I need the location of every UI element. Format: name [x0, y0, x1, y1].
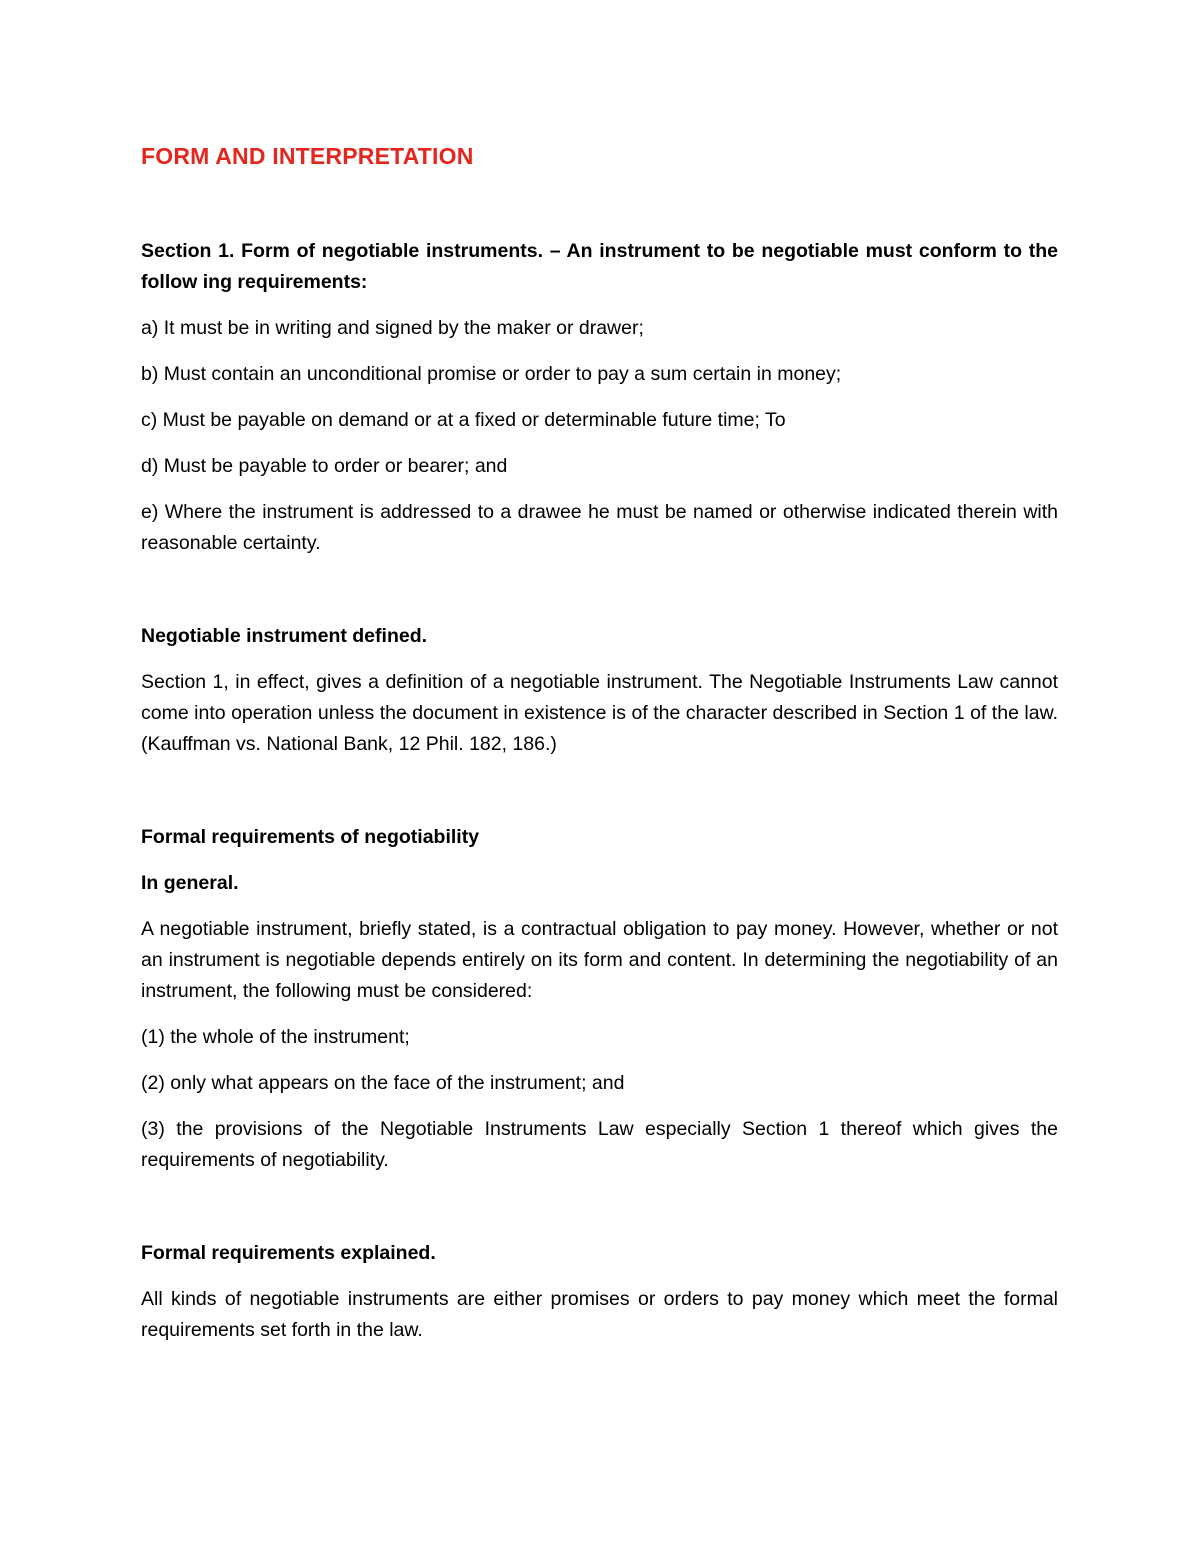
formal-item-1: (1) the whole of the instrument;	[141, 1026, 410, 1048]
formal-item-3: (3) the provisions of the Negotiable Instruments Law especially Section 1 thereof which gives the requirements of negotiability.	[141, 1118, 1058, 1171]
section1-item-e: e) Where the instrument is addressed to a drawee he must be named or otherwise indicated therein with reasonable certainty.	[141, 501, 1058, 554]
document-title: FORM AND INTERPRETATION	[141, 143, 474, 169]
explained-heading: Formal requirements explained.	[141, 1242, 436, 1264]
formal-subheading: In general.	[141, 872, 239, 894]
formal-heading: Formal requirements of negotiability	[141, 826, 480, 848]
document-page	[141, 142, 1058, 1361]
section1-intro: Section 1. Form of negotiable instruments. – An instrument to be negotiable must conform to the follow ing requirements:	[141, 240, 1058, 293]
section1-item-a: a) It must be in writing and signed by the maker or drawer;	[141, 317, 644, 339]
defined-heading: Negotiable instrument defined.	[141, 625, 428, 647]
defined-body: Section 1, in effect, gives a definition of a negotiable instrument. The Negotiable Instruments Law cannot come into operation unless the document in existence is of the character described in Section 1 of the law. (Kauffman vs. National Bank, 12 Phil. 182, 186.)	[141, 671, 1058, 755]
explained-body: All kinds of negotiable instruments are either promises or orders to pay money which meet the formal requirements set forth in the law.	[141, 1288, 1058, 1341]
formal-item-2: (2) only what appears on the face of the instrument; and	[141, 1072, 625, 1094]
section1-item-d: d) Must be payable to order or bearer; and	[141, 455, 508, 477]
formal-body: A negotiable instrument, briefly stated, is a contractual obligation to pay money. However, whether or not an instrument is negotiable depends entirely on its form and content. In determining the negotiability of an instrument, the following must be considered:	[141, 918, 1058, 1002]
section1-item-b: b) Must contain an unconditional promise or order to pay a sum certain in money;	[141, 363, 842, 385]
section1-item-c: c) Must be payable on demand or at a fixed or determinable future time; To	[141, 409, 786, 431]
